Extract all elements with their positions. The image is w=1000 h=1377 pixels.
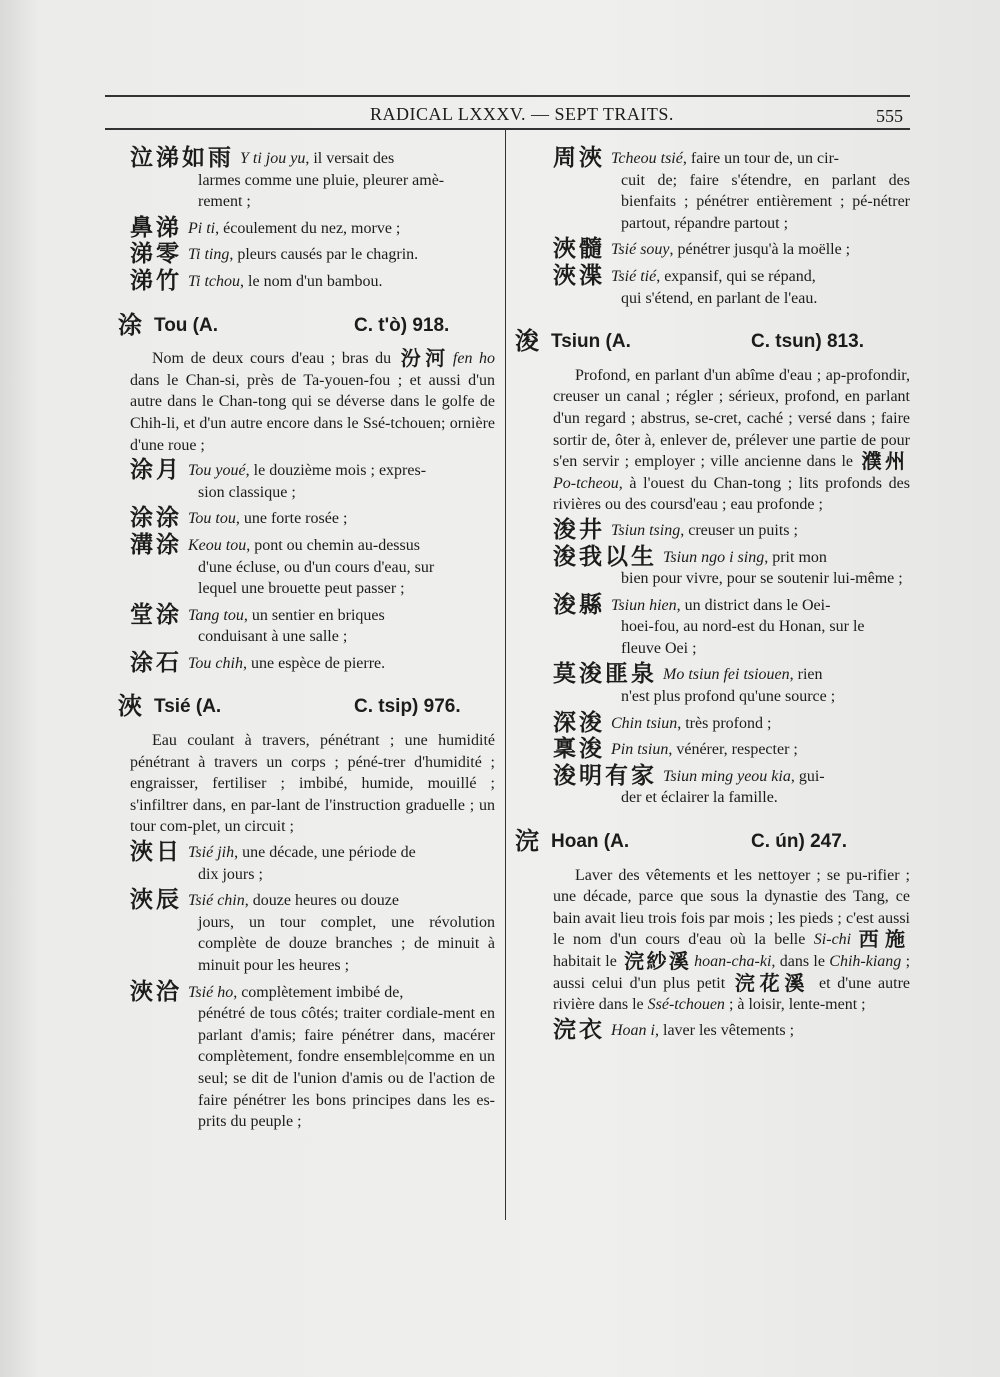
entry — [130, 457, 495, 503]
entry — [130, 241, 495, 268]
entry-romanization: Keou tou — [188, 536, 247, 554]
entry — [553, 736, 910, 763]
headword-name: Tsié (A. — [154, 696, 222, 718]
entry-romanization: Pin tsiun — [611, 741, 669, 759]
entry-characters: 鼻涕 — [130, 214, 182, 241]
entry-definition: , gui- — [790, 767, 825, 785]
entry-romanization: Tang tou — [188, 606, 244, 624]
entry — [130, 214, 495, 241]
header-rule — [105, 128, 910, 130]
paragraph-text: dans le — [775, 953, 830, 970]
entry-definition: , un sentier en briques — [243, 606, 385, 624]
entry-definition: , creuser un puits ; — [680, 521, 798, 539]
entry-definition-cont: dix jours ; — [198, 865, 263, 883]
paragraph-text: à l'ouest du Chan-tong ; lits profonds des rivières ou des coursd'eau ; eau profonde ; — [553, 474, 910, 514]
headword-tou — [118, 310, 495, 339]
entry-definition-cont: larmes comme une pluie, pleurer amè- — [198, 171, 445, 189]
headword-code: C. tsun) 813. — [751, 331, 864, 353]
entry-characters: 莫浚匪泉 — [553, 661, 657, 688]
entry-romanization: Mo tsiun fei tsiouen — [663, 666, 790, 684]
entry-definition: , écoulement du nez, morve ; — [215, 219, 401, 237]
headword-character: 浣 — [515, 827, 539, 856]
entry — [130, 145, 495, 213]
entry-romanization: Tsié souy — [611, 241, 670, 259]
entry-definition: , très profond ; — [677, 714, 772, 732]
entry-definition: , pleurs causés par le chagrin. — [229, 246, 419, 264]
entry — [553, 516, 910, 543]
entry-romanization: Tsié jih — [188, 844, 235, 862]
entry-characters: 堂涂 — [130, 601, 182, 628]
entry-characters: 浹洽 — [130, 978, 182, 1005]
headword-name: Hoan (A. — [551, 831, 630, 853]
paragraph-text: dans le Chan-si, près de Ta-youen-fou ; et aussi d'un autre dans le Chan-tong qui se déverse dans le golfe de Chih-li, et d'un autre encore dans le Ssé-tchouen; ornière d'une roue ; — [130, 371, 495, 454]
entry-definition-cont: cuit de; faire s'étendre, en parlant des bienfaits ; pénétrer entièrement ; pé-nétrer partout, répandre partout ; — [621, 171, 910, 232]
paragraph-text: Profond, en parlant d'un abîme d'eau ; ap-profondir, creuser un canal ; régler ; sérieux, profond, en parlant d'un regard ; abstrus, se-cret, caché ; versé dans ; faire sortir de, ôter à, enlever de, prélever une partie de pour s'en servir ; employer ; ville ancienne dans le — [553, 366, 910, 471]
headword-name: Tou (A. — [154, 314, 219, 336]
entry-romanization: Tsié chin — [188, 892, 245, 910]
entry-definition: , une forte rosée ; — [235, 510, 348, 528]
entry-definition: , expansif, qui se répand, — [656, 267, 816, 285]
inline-characters: 浣紗溪 — [624, 949, 692, 973]
entry-characters: 浚我以生 — [553, 543, 657, 570]
entry-characters: 浹日 — [130, 839, 182, 866]
entry-definition: , vénérer, respecter ; — [668, 741, 798, 759]
entry-romanization: Tsiun tsing — [611, 521, 681, 539]
entry-characters: 涕竹 — [130, 267, 182, 294]
entry-romanization: Y ti jou yu — [240, 150, 306, 167]
entry — [553, 262, 910, 309]
entry-definition-cont: d'une écluse, ou d'un cours d'eau, sur — [198, 558, 435, 576]
inline-characters: 浣花溪 — [734, 970, 810, 995]
headword-code: C. t'ò) 918. — [354, 314, 450, 336]
inline-characters: 濮州 — [861, 449, 908, 474]
entry-definition: , un district dans le Oei- — [676, 596, 831, 614]
entry-characters: 浚井 — [553, 516, 605, 543]
entry-definition: , une décade, une période de — [234, 844, 416, 862]
entry-characters: 泣涕如雨 — [130, 145, 234, 171]
entry-characters: 涂月 — [130, 457, 182, 484]
entry-definition: , complètement imbibé de, — [233, 983, 404, 1001]
entry-romanization: Ti tchou — [188, 272, 241, 290]
entry — [553, 236, 910, 263]
entry-definition-cont: conduisant à une salle ; — [198, 628, 348, 646]
paragraph-text: Laver des vêtements et les nettoyer ; se pu-rifier ; une décade, parce que sous la dynastie des Tang, ce bain avait lieu trois fois par mois ; les pieds ; c'est aussi le nom d'un cours d'eau où la belle — [553, 866, 910, 949]
entry-definition: , douze heures ou douze — [244, 892, 399, 910]
entry-romanization: Pi ti — [188, 219, 216, 237]
entry — [130, 887, 495, 976]
entry-romanization: Tsiun hien — [611, 596, 677, 614]
headword-name: Tsiun (A. — [551, 331, 631, 353]
entry-characters: 浹渫 — [553, 262, 605, 289]
entry-romanization: Hoan i — [611, 1021, 655, 1039]
entry-definition-cont: lequel une brouette peut passer ; — [198, 580, 405, 598]
entry-romanization: Tou chih — [188, 654, 243, 672]
entry-romanization: Tsiun ming yeou kia — [663, 767, 791, 785]
entry-definition-cont: rement ; — [198, 193, 251, 211]
headword-tsie — [118, 692, 495, 721]
entry-romanization: Tsié tié — [611, 267, 657, 285]
entry-definition: , le douzième mois ; expres- — [245, 462, 427, 480]
entry — [553, 145, 910, 234]
entry-romanization: Tou youé — [188, 462, 246, 480]
entry-characters: 浣衣 — [553, 1016, 605, 1043]
entry-romanization: Tou tou — [188, 510, 236, 528]
headword-character: 浚 — [515, 327, 539, 356]
headword-character: 浹 — [118, 692, 142, 721]
paragraph — [553, 865, 910, 1016]
entry — [130, 531, 495, 600]
entry-definition-cont: jours, un tour complet, une révolution complète de douze branches ; de minuit à minuit pour les heures ; — [198, 913, 495, 974]
entry-definition: , prit mon — [764, 548, 827, 566]
running-header: RADICAL LXXXV. — SEPT TRAITS. — [370, 104, 674, 124]
paragraph-text: Nom de deux cours d'eau ; bras du — [152, 350, 398, 368]
paragraph-text: ; aussi celui d'un plus petit — [553, 953, 911, 992]
paragraph: Eau coulant à travers, pénétrant ; une humidité pénétrant à travers un corps ; péné-trer d'humidité ; engraisser, fertiliser ; imbibé, humide, mouillé ; s'infiltrer dans, en par-lant de l'instruction graduelle ; un tour com-plet, un circuit ; — [130, 732, 495, 836]
top-rule — [105, 95, 910, 97]
entry-characters: 涕零 — [130, 241, 182, 268]
entry — [553, 591, 910, 660]
entry-characters: 溝涂 — [130, 531, 182, 558]
right-column — [515, 145, 911, 1046]
headword-hoan — [515, 827, 910, 856]
entry-definition-cont: pénétré de tous côtés; traiter cordiale-ment en parlant d'amis; faire pénétrer dans, macérer complètement, fondre ensemble|comme en un seul; se dit de l'union d'amis ou de l'action de faire pénétrer les bons principes dans les es-prits du peuple ; — [198, 1005, 495, 1131]
headword-tsiun — [515, 327, 910, 356]
entry-definition: , laver les vêtements ; — [655, 1021, 795, 1039]
headword-character: 涂 — [118, 310, 142, 339]
entry — [130, 839, 495, 885]
entry-characters: 浹髓 — [553, 236, 605, 263]
entry — [130, 649, 495, 676]
entry — [553, 762, 910, 809]
inline-romanization: Si-chi — [813, 931, 852, 949]
paragraph-text: ; à loisir, lente-ment ; — [724, 996, 866, 1014]
entry-definition: , rien — [789, 666, 823, 684]
paragraph-text: habitait le — [553, 953, 622, 970]
entry-romanization: Chin tsiun — [611, 714, 678, 732]
headword-code: C. tsip) 976. — [354, 696, 461, 718]
entry — [553, 1016, 910, 1043]
entry-characters: 周浹 — [553, 145, 605, 171]
entry-definition: , pont ou chemin au-dessus — [246, 536, 420, 554]
paragraph — [553, 365, 910, 516]
entry-definition: , pénétrer jusqu'à la moëlle ; — [669, 241, 851, 259]
entry-characters: 稟浚 — [553, 736, 605, 763]
entry-definition: , une espèce de pierre. — [242, 654, 386, 672]
left-column — [118, 145, 496, 1138]
entry-characters: 浚明有家 — [553, 762, 657, 789]
entry-romanization: Tsiun ngo i sing — [663, 548, 765, 566]
paragraph-text: et d'une autre rivière dans le — [553, 974, 910, 1014]
entry-romanization: Ti ting — [188, 246, 230, 264]
entry-characters: 涂石 — [130, 649, 182, 676]
entry-definition-cont: n'est plus profond qu'une source ; — [621, 688, 836, 706]
entry-characters: 浚縣 — [553, 591, 605, 618]
entry — [130, 505, 495, 532]
entry-romanization: Tcheou tsié — [611, 150, 683, 167]
entry — [130, 978, 495, 1133]
inline-characters: 西施 — [854, 927, 908, 952]
entry — [553, 543, 910, 590]
entry-definition-cont: hoei-fou, au nord-est du Honan, sur le — [621, 618, 865, 636]
inline-romanization: Chih-kiang — [829, 953, 902, 970]
inline-romanization: Ssé-tchouen — [647, 996, 725, 1014]
headword-code: C. ún) 247. — [751, 831, 848, 853]
entry — [130, 267, 495, 294]
page-number: 555 — [876, 106, 903, 126]
entry-definition: , il versait des — [305, 150, 395, 167]
entry-definition-cont: bien pour vivre, pour se soutenir lui-même ; — [621, 570, 903, 588]
entry — [130, 601, 495, 648]
entry-definition-cont: fleuve Oei ; — [621, 639, 697, 657]
entry-romanization: Tsié ho — [188, 983, 234, 1001]
entry-definition: , le nom d'un bambou. — [240, 272, 383, 290]
entry-definition: , faire un tour de, un cir- — [682, 150, 839, 167]
paragraph — [130, 348, 495, 456]
inline-romanization: fen ho — [452, 350, 496, 368]
entry-characters: 深浚 — [553, 709, 605, 736]
entry-definition-cont: sion classique ; — [198, 483, 296, 501]
entry-definition-cont: qui s'étend, en parlant de l'eau. — [621, 289, 818, 307]
entry-definition-cont: der et éclairer la famille. — [621, 789, 778, 807]
column-divider — [505, 130, 506, 1220]
inline-romanization: hoan-cha-ki, — [694, 953, 776, 970]
inline-romanization: Po-tcheou, — [553, 474, 623, 492]
entry-characters: 浹辰 — [130, 887, 182, 914]
inline-characters: 汾河 — [400, 346, 450, 371]
entry — [553, 709, 910, 736]
entry-characters: 涂涂 — [130, 505, 182, 532]
entry — [553, 661, 910, 707]
